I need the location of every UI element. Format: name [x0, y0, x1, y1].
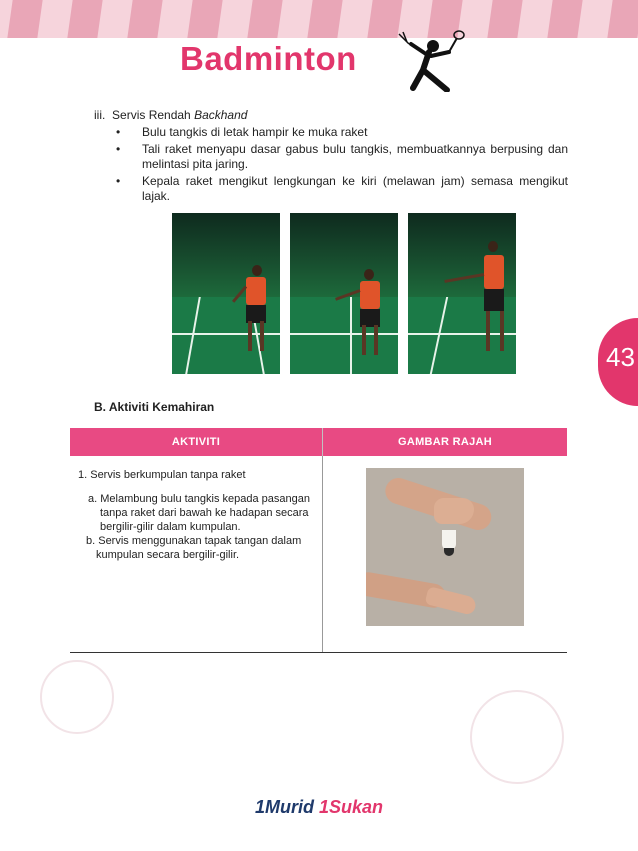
serve-photo-1: [172, 213, 280, 374]
decorative-figure: [40, 660, 114, 734]
badminton-player-icon: [395, 30, 465, 92]
bullet-list: [94, 125, 568, 204]
band-stripe: [607, 0, 638, 38]
page-number: 43: [606, 342, 635, 372]
band-stripe: [187, 0, 222, 38]
band-stripe: [67, 0, 102, 38]
lower-palm: [425, 586, 478, 616]
heading-text: Servis Rendah: [112, 108, 195, 122]
bullet-dot-icon: •: [116, 142, 121, 156]
shuttlecock-cork: [444, 548, 454, 556]
band-stripe: [247, 0, 282, 38]
band-stripe: [7, 0, 42, 38]
band-stripe: [547, 0, 582, 38]
hand-serve-image: [366, 468, 524, 626]
band-stripe: [307, 0, 342, 38]
activity-sub-b: b. Servis menggunakan tapak tangan dalam kumpulan secara bergilir-gilir.: [86, 535, 302, 561]
band-stripe: [487, 0, 522, 38]
bullet-text: Tali raket menyapu dasar gabus bulu tangkis, membuatkannya berpusing dan melintasi pita jaring.: [142, 142, 568, 171]
section-heading: [94, 108, 568, 123]
bullet-text: Bulu tangkis di letak hampir ke muka raket: [142, 125, 368, 139]
list-item: [94, 125, 568, 140]
bullet-text: Kepala raket mengikut lengkungan ke kiri (melawan jam) semasa mengikut lajak.: [142, 174, 568, 203]
heading-prefix: iii.: [94, 108, 106, 122]
section-b-heading: B. Aktiviti Kemahiran: [94, 400, 215, 414]
column-header-aktiviti: AKTIVITI: [70, 428, 323, 456]
header-band: [0, 0, 638, 38]
section-iii: [94, 108, 568, 206]
heading-italic: Backhand: [194, 108, 248, 122]
bullet-dot-icon: •: [116, 125, 121, 139]
upper-hand: [434, 498, 474, 524]
shuttlecock-icon: [442, 530, 456, 550]
list-item: [94, 174, 568, 204]
list-item: [94, 142, 568, 172]
serve-photo-2: [290, 213, 398, 374]
decorative-figure: [470, 690, 564, 784]
logo-part-2: 1Sukan: [319, 797, 384, 817]
logo-part-1: 1Murid: [255, 797, 320, 817]
column-header-gambar-rajah: GAMBAR RAJAH: [323, 428, 568, 456]
page-title: Badminton: [180, 40, 357, 77]
table-header-row: [70, 428, 567, 456]
activity-title: 1. Servis berkumpulan tanpa raket: [78, 469, 246, 481]
footer-logo: [255, 797, 383, 823]
activity-cell: [70, 456, 323, 653]
activity-sub-a: a. Melambung bulu tangkis kepada pasangan tanpa raket dari bawah ke hadapan secara bergilir-gilir dalam kumpulan.: [88, 493, 310, 533]
page-number-tab: [598, 318, 638, 406]
serve-photo-3: [408, 213, 516, 374]
band-stripe: [127, 0, 162, 38]
bullet-dot-icon: •: [116, 174, 121, 188]
